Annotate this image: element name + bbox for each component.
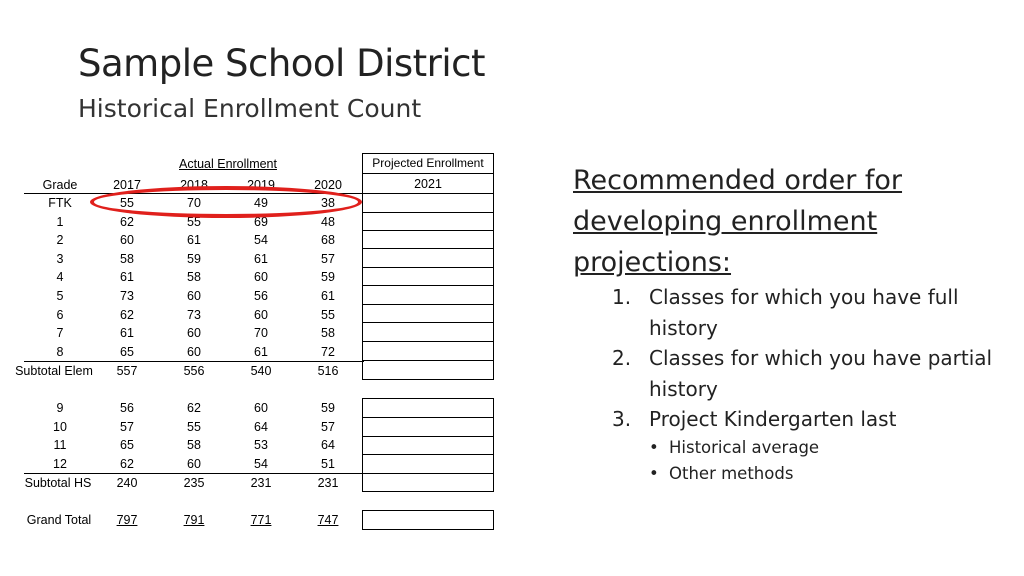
elem-value-cell: 73 xyxy=(187,307,201,322)
projected-hs-box xyxy=(362,398,494,492)
year-header-2019: 2019 xyxy=(247,178,275,192)
projected-enrollment-header: Projected Enrollment xyxy=(372,156,484,170)
elem-value-cell: 70 xyxy=(187,196,201,210)
elem-value-cell: 65 xyxy=(120,344,134,359)
grand-total-2018: 791 xyxy=(183,513,205,527)
year-header-2018: 2018 xyxy=(180,178,208,192)
notes-item-3-number: 3. xyxy=(612,407,632,432)
elem-value-cell: 60 xyxy=(254,270,268,285)
subtotal-elem-2018: 556 xyxy=(183,364,205,378)
elem-value-cell: 70 xyxy=(254,326,268,341)
subtotal-elem-label: Subtotal Elem xyxy=(15,364,93,378)
hs-value-cell: 59 xyxy=(321,401,335,415)
hs-grade-cell: 12 xyxy=(53,456,67,471)
elem-value-cell: 61 xyxy=(321,289,335,303)
subtotal-hs-label: Subtotal HS xyxy=(24,476,92,490)
notes-item-3 xyxy=(612,404,1012,435)
elem-value-cell: 58 xyxy=(120,251,134,266)
projected-year-header: 2021 xyxy=(414,177,442,191)
actual-enrollment-header: Actual Enrollment xyxy=(179,157,277,171)
hs-value-cell: 54 xyxy=(254,456,268,471)
elem-value-cell: 61 xyxy=(187,233,201,248)
elem-value-cell: 49 xyxy=(254,196,268,210)
grand-total-label: Grand Total xyxy=(26,513,92,527)
subtotal-hs-2017: 240 xyxy=(116,476,138,490)
hs-value-cell: 62 xyxy=(187,401,201,415)
elem-value-cell: 54 xyxy=(254,233,268,248)
subtotal-elem-2020: 516 xyxy=(317,364,339,378)
grand-total-2017: 797 xyxy=(116,513,138,527)
notes-ordered-list xyxy=(612,282,1012,487)
elem-value-cell: 58 xyxy=(187,270,201,285)
elem-value-cell: 61 xyxy=(120,326,134,341)
elem-value-cell: 68 xyxy=(321,233,335,248)
notes-item-1-number: 1. xyxy=(612,285,632,309)
elem-value-cell: 56 xyxy=(254,289,268,303)
elem-value-cell: 48 xyxy=(321,214,335,229)
projected-elem-box xyxy=(362,193,494,380)
ftk-row-highlight-ellipse xyxy=(90,186,362,218)
elem-value-cell: 62 xyxy=(120,214,134,229)
notes-sub-item xyxy=(612,435,1012,461)
year-header-2020: 2020 xyxy=(314,178,342,192)
hs-value-cell: 57 xyxy=(120,419,134,434)
elem-value-cell: 59 xyxy=(187,251,201,266)
notes-sub-item xyxy=(612,461,1012,487)
hs-value-cell: 56 xyxy=(120,401,134,415)
year-header-2017: 2017 xyxy=(113,178,141,192)
hs-value-cell: 62 xyxy=(120,456,134,471)
elem-value-cell: 58 xyxy=(321,326,335,341)
elem-value-cell: 55 xyxy=(187,214,201,229)
hs-value-cell: 51 xyxy=(321,456,335,471)
subtotal-hs-2018: 235 xyxy=(183,476,205,490)
notes-item-2 xyxy=(612,343,1012,404)
elem-value-cell: 60 xyxy=(187,344,201,359)
page-subtitle: Historical Enrollment Count xyxy=(78,94,422,123)
hs-value-cell: 53 xyxy=(254,438,268,453)
notes-item-1 xyxy=(612,282,1012,343)
hs-value-cell: 60 xyxy=(187,456,201,471)
subtotal-elem-2019: 540 xyxy=(250,364,272,378)
elem-grade-cell: 3 xyxy=(56,251,64,266)
projected-header-box xyxy=(362,153,494,194)
elem-value-cell: 69 xyxy=(254,214,268,229)
hs-value-cell: 58 xyxy=(187,438,201,453)
subtotal-hs-2020: 231 xyxy=(317,476,339,490)
page-title: Sample School District xyxy=(78,42,485,85)
elem-value-cell: 55 xyxy=(120,196,134,210)
hs-value-cell: 57 xyxy=(321,419,335,434)
subtotal-hs-2019: 231 xyxy=(250,476,272,490)
notes-heading: Recommended order for developing enrollment projections: xyxy=(573,165,903,278)
elem-grade-cell: 5 xyxy=(56,289,64,303)
elem-value-cell: 61 xyxy=(120,270,134,285)
elem-value-cell: 38 xyxy=(321,196,335,210)
elem-value-cell: 60 xyxy=(187,289,201,303)
grand-total-2019: 771 xyxy=(250,513,272,527)
elem-grade-cell: 8 xyxy=(56,344,64,359)
elem-value-cell: 60 xyxy=(120,233,134,248)
hs-grade-cell: 10 xyxy=(53,419,67,434)
notes-item-2-number: 2. xyxy=(612,346,632,371)
elem-value-cell: 61 xyxy=(254,251,268,266)
elem-grade-cell: FTK xyxy=(48,196,72,210)
elem-grade-cell: 7 xyxy=(56,326,64,341)
elem-value-cell: 60 xyxy=(254,307,268,322)
elem-grade-cell: 1 xyxy=(56,214,64,229)
elem-value-cell: 60 xyxy=(187,326,201,341)
elem-grade-cell: 6 xyxy=(56,307,64,322)
notes-sub-list xyxy=(612,435,1012,487)
grade-header: Grade xyxy=(42,178,78,192)
elem-value-cell: 61 xyxy=(254,344,268,359)
bullet-icon: • xyxy=(649,463,659,483)
bullet-icon: • xyxy=(649,437,659,457)
notes-item-2-text: Classes for which you have partial history xyxy=(649,346,993,401)
elem-value-cell: 73 xyxy=(120,289,134,303)
elem-value-cell: 55 xyxy=(321,307,335,322)
hs-value-cell: 64 xyxy=(321,438,335,453)
elem-grade-cell: 4 xyxy=(56,270,64,285)
notes-sub-item-text: Other methods xyxy=(669,463,794,483)
hs-subtotal-rule xyxy=(24,473,364,474)
elem-value-cell: 57 xyxy=(321,251,335,266)
hs-value-cell: 60 xyxy=(254,401,268,415)
grand-total-2020: 747 xyxy=(317,513,339,527)
notes-item-3-text: Project Kindergarten last xyxy=(649,407,897,432)
hs-grade-cell: 9 xyxy=(56,401,64,415)
hs-value-cell: 65 xyxy=(120,438,134,453)
projected-total-box xyxy=(362,510,494,530)
hs-value-cell: 64 xyxy=(254,419,268,434)
elem-value-cell: 62 xyxy=(120,307,134,322)
elem-subtotal-rule xyxy=(24,361,364,362)
elem-value-cell: 59 xyxy=(321,270,335,285)
elem-value-cell: 72 xyxy=(321,344,335,359)
hs-value-cell: 55 xyxy=(187,419,201,434)
hs-grade-cell: 11 xyxy=(53,438,67,453)
notes-sub-item-text: Historical average xyxy=(669,437,820,457)
notes-item-1-text: Classes for which you have full history xyxy=(649,285,959,340)
subtotal-elem-2017: 557 xyxy=(116,364,138,378)
elem-grade-cell: 2 xyxy=(56,233,64,248)
